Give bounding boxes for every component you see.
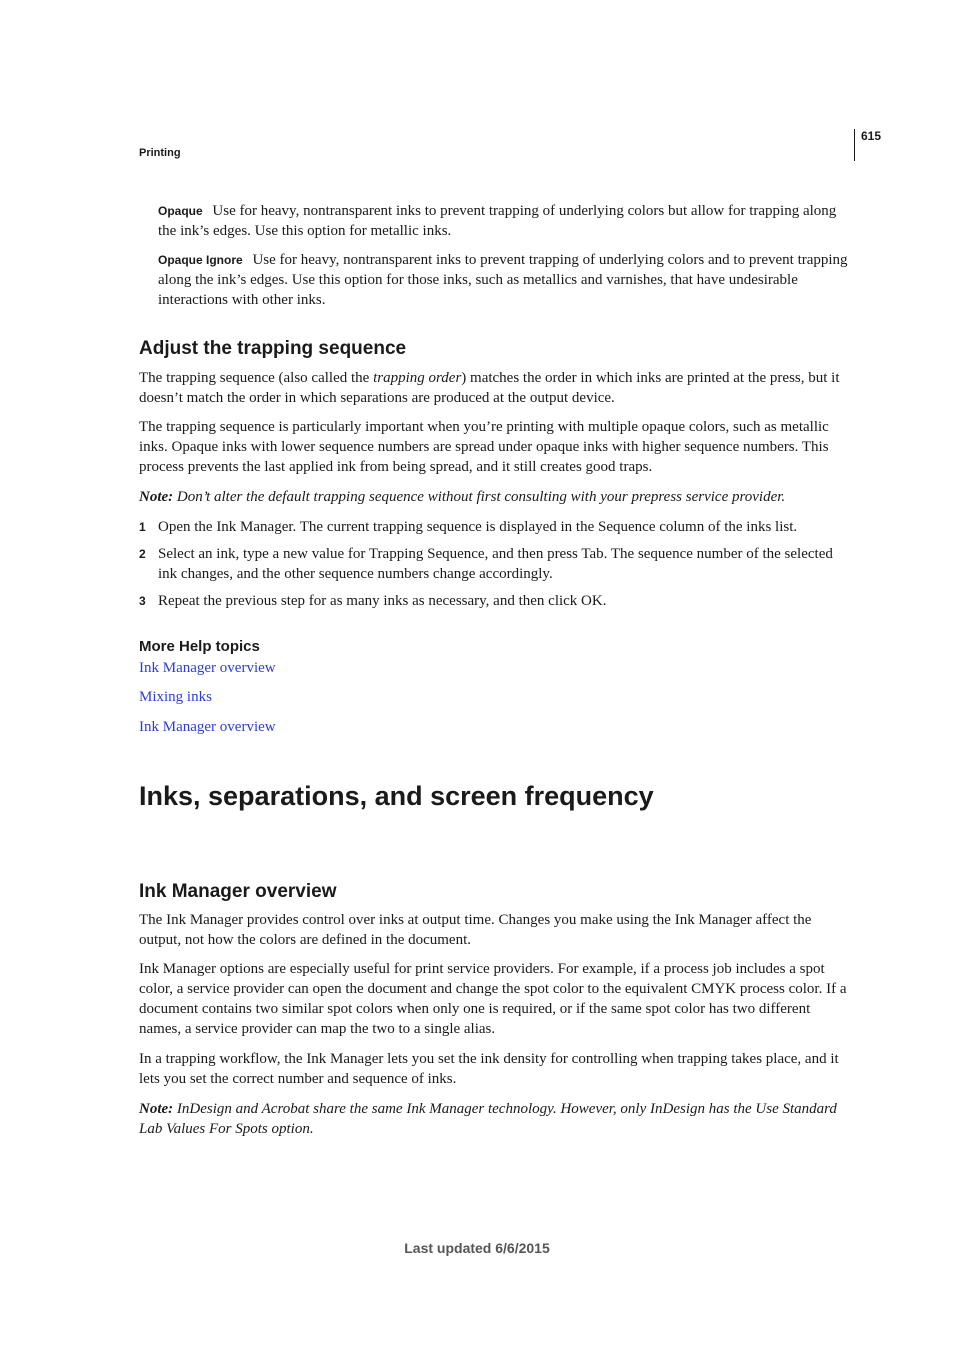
paragraph-text: ) matches the order in which inks are printed at the press, but it doesn’t match the order in which separations are produced at the output device. [139,370,840,406]
step-number: 2 [139,547,146,561]
note-label: Note: [139,489,174,505]
section-heading-adjust-trapping: Adjust the trapping sequence [139,338,407,359]
header-divider [854,129,855,161]
help-link-ink-manager-overview[interactable]: Ink Manager overview [139,719,276,735]
note [139,487,854,507]
step-text: Open the Ink Manager. The current trapping sequence is displayed in the Sequence column of the inks list. [158,519,798,535]
note-text: Don’t alter the default trapping sequence without first consulting with your prepress service provider. [176,489,786,505]
footer-last-updated: Last updated 6/6/2015 [404,1240,550,1256]
definition-text: Use for heavy, nontransparent inks to prevent trapping of underlying colors but allow for trapping along the ink’s edges. Use this option for metallic inks. [158,203,837,239]
emphasis-text: trapping order [373,370,462,386]
definition-term: Opaque Ignore [158,253,243,267]
paragraph: The Ink Manager provides control over inks at output time. Changes you make using the Ink Manager affect the output, not how the colors are defined in the document. [139,912,812,948]
paragraph [139,368,854,408]
help-link-mixing-inks[interactable]: Mixing inks [139,689,212,705]
paragraph: In a trapping workflow, the Ink Manager lets you set the ink density for controlling when trapping takes place, and it lets you set the correct number and sequence of inks. [139,1051,839,1087]
definition-text: Use for heavy, nontransparent inks to prevent trapping of underlying colors and to prevent trapping along the ink’s edges. Use this option for those inks, such as metallics and varnishes, that have undesirable interactions with other inks. [158,252,848,308]
definition-term: Opaque [158,204,203,218]
paragraph: Ink Manager options are especially useful for print service providers. For example, if a process job includes a spot color, a service provider can open the document and change the spot color to the equivalent CMYK process color. If a document contains two similar spot colors when only one is required, or if the same spot color has two different names, a service provider can map the two to a single alias. [139,961,847,1037]
more-help-heading: More Help topics [139,638,260,655]
note-text: InDesign and Acrobat share the same Ink Manager technology. However, only InDesign has the Use Standard Lab Values For Spots option. [139,1101,837,1137]
section-heading-ink-manager-overview: Ink Manager overview [139,881,337,902]
help-link-ink-manager-overview[interactable]: Ink Manager overview [139,660,276,676]
step-text: Select an ink, type a new value for Trapping Sequence, and then press Tab. The sequence number of the selected ink changes, and the other sequence numbers change accordingly. [158,546,833,582]
chapter-title: Inks, separations, and screen frequency [139,781,654,811]
note [139,1099,854,1139]
definition-opaque [158,201,854,241]
running-head: Printing [139,147,181,159]
definition-opaque-ignore [158,250,854,310]
step-number: 1 [139,520,146,534]
step-text: Repeat the previous step for as many inks as necessary, and then click OK. [158,593,607,609]
note-label: Note: [139,1101,174,1117]
page-number: 615 [861,129,882,143]
paragraph: The trapping sequence is particularly important when you’re printing with multiple opaque colors, such as metallic inks. Opaque inks with lower sequence numbers are spread under opaque inks with higher sequence numbers. This process prevents the last applied ink from being spread, and it still creates good traps. [139,419,829,475]
step-number: 3 [139,594,146,608]
paragraph-text: The trapping sequence (also called the [139,370,374,386]
